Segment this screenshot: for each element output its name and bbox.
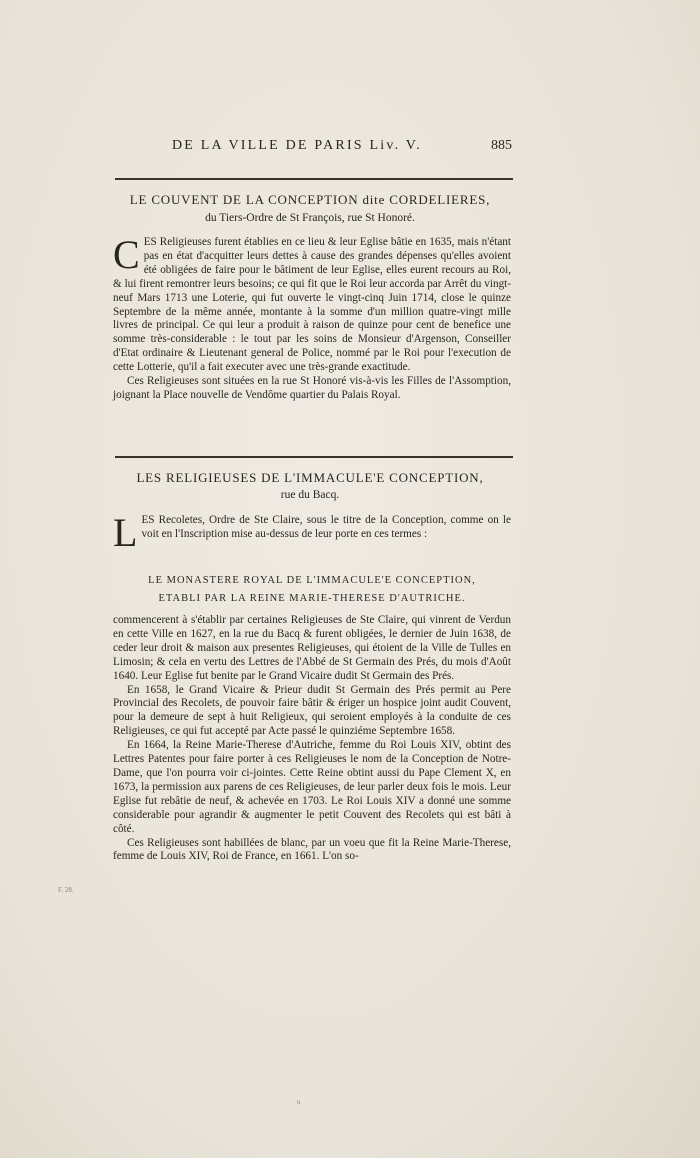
section1-paragraph1: ES Religieuses furent établies en ce lieu & leur Eglise bâtie en 1635, mais n'étant pas en état d'acquitter leurs dettes à cause des grandes dépenses qu'elles avoient été obligées de faire pour le bâtiment de leur Eglise, elles eurent recours au Roi, & lui firent remontrer leurs besoins; ce qui fit que le Roi leur accorda par Arrêt du vingt-neuf Mars 1713 une Loterie, qui fut ouverte le vingt-cinq Juin 1714, close le quinze Septembre de la même année, montante à la somme d'un million quatre-vingt mille livres de principal. Ce qui leur a produit à raison de quinze pour cent de benefice une somme très-considerable : le tout par les soins de Monsieur d'Argenson, Conseiller d'Etat ordinaire & Lieutenant general de Police, nommé par le Roi pour l'execution de cette Lotterie, qu'il a fait executer avec une très-grande exactitude. <box>113 236 511 374</box>
section1-subtitle: du Tiers-Ordre de St François, rue St Honoré. <box>205 212 415 224</box>
running-title: DE LA VILLE DE PARIS Liv. V. <box>172 138 422 153</box>
section2-paragraph3: En 1664, la Reine Marie-Therese d'Autriche, femme du Roi Louis XIV, obtint des Lettres Patentes pour faire porter à ces Religieuses le nom de la Conception de Notre-Dame, que l'on pourra voir ci-jointes. Cette Reine obtint aussi du Pape Clement X, en 1673, la permission aux parens de ces Religieuses, de leur parler deux fois le mois. Leur Eglise fut rebâtie de neuf, & achevée en 1703. Le Roi Louis XIV a donné une somme considerable pour agrandir & augmenter le petit Couvent des Recolets qui est bâti à côté. <box>113 739 511 835</box>
section2-paragraph4: Ces Religieuses sont habillées de blanc, par un voeu que fit la Reine Marie-Therese, femme de Louis XIV, Roi de France, en 1661. L'on so- <box>113 836 511 863</box>
section1-title: LE COUVENT DE LA CONCEPTION dite CORDELIERES, <box>129 192 491 207</box>
section2-dropcap: L <box>113 510 138 555</box>
section1-dropcap: C <box>113 232 140 277</box>
section1-paragraph2: Ces Religieuses sont situées en la rue St Honoré vis-à-vis les Filles de l'Assomption, joignant la Place nouvelle de Vendôme quartier du Palais Royal. <box>113 375 511 401</box>
header-rule <box>115 178 513 180</box>
page-number: 885 <box>491 138 512 153</box>
inscription-line2: ETABLI PAR LA REINE MARIE-THERESE D'AUTRICHE. <box>158 593 466 604</box>
section1-body <box>113 232 511 403</box>
margin-note: F. 28. <box>58 886 74 894</box>
section-divider-rule <box>115 456 513 458</box>
inscription-line1: LE MONASTERE ROYAL DE L'IMMACULE'E CONCEPTION, <box>148 575 476 586</box>
section2-body <box>113 614 511 864</box>
section2-title: LES RELIGIEUSES DE L'IMMACULE'E CONCEPTION, <box>136 470 484 485</box>
footer-mark: u <box>297 1098 301 1106</box>
section2-intro <box>113 510 511 555</box>
section2-intro-text: ES Recoletes, Ordre de Ste Claire, sous le titre de la Conception, comme on le voit en l'Inscription mise au-dessus de leur porte en ces termes : <box>141 514 511 540</box>
section2-subtitle: rue du Bacq. <box>280 489 340 501</box>
section2-paragraph1: commencerent à s'établir par certaines Religieuses de Ste Claire, qui vinrent de Verdun en cette Ville en 1627, en la rue du Bacq & furent obligées, le dernier de Juin 1638, de ceder leur droit & maison aux presentes Religieuses, qui étoient de la Ville de Tulles en Limosin; & cela en vertu des Lettres de l'Abbé de St Germain des Prés, du mois d'Août 1640. Leur Eglise fut benite par le Grand Vicaire dudit St Germain des Prés. <box>113 614 511 682</box>
section2-paragraph2: En 1658, le Grand Vicaire & Prieur dudit St Germain des Prés permit au Pere Provincial des Recolets, de pouvoir faire bâtir & ériger un hospice joint audit Couvent, pour la demeure de sept à huit Religieux, qui seroient employés à la conduite de ces Religieuses, ce qui fut accepté par Acte passé le quinziéme Septembre 1658. <box>113 683 511 738</box>
running-header <box>172 138 512 154</box>
